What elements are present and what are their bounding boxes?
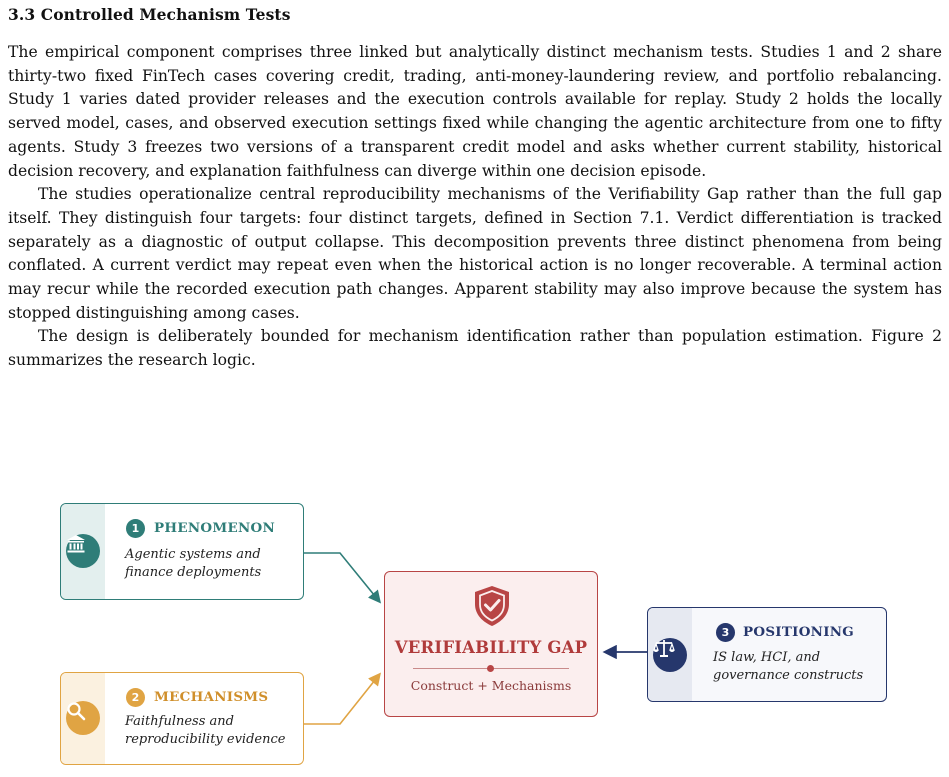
center-subtitle: Construct + Mechanisms [410, 678, 572, 693]
phenomenon-box [60, 503, 304, 600]
paragraph-1: The empirical component comprises three linked but analytically distinct mechanism tests. Studies 1 and 2 share thirty-two fixed FinTech cases covering credit, trading, anti-money-laundering review, and portfolio rebalancing. Study 1 varies dated provider releases and the execution controls available for replay. Study 2 holds the locally served model, cases, and observed execution settings fixed while changing the agentic architecture from one to fifty agents. Study 3 freezes two versions of a transparent credit model and asks whether current stability, historical decision recovery, and explanation faithfulness can diverge within one decision episode. [8, 43, 942, 180]
paragraph-3: The design is deliberately bounded for mechanism identification rather than population estimation. Figure 2 summarizes the research logic. [8, 327, 942, 370]
phenomenon-number: 1 [126, 519, 145, 538]
mechanisms-description: Faithfulness and reproducibility evidence [125, 714, 286, 747]
positioning-number: 3 [716, 623, 735, 642]
scales-icon [653, 638, 687, 672]
mechanisms-number: 2 [126, 688, 145, 707]
bank-icon [66, 534, 100, 568]
section-heading: 3.3 Controlled Mechanism Tests [8, 5, 291, 24]
center-divider-dot [487, 665, 494, 672]
positioning-box [647, 607, 887, 702]
paragraph-2: The studies operationalize central reproducibility mechanisms of the Verifiability Gap rather than the full gap itself. They distinguish four targets: four distinct targets, defined in Section 7.1. Verdict differentiation is tracked separately as a diagnostic of output collapse. This decomposition prevents three distinct phenomena from being conflated. A current verdict may repeat even when the historical action is no longer recoverable. A terminal action may recur while the recorded execution path changes. Apparent stability may also improve because the system has stopped distinguishing among cases. [8, 185, 942, 322]
body-text [8, 41, 942, 373]
mechanisms-title: MECHANISMS [154, 689, 269, 705]
positioning-title: POSITIONING [743, 624, 855, 640]
center-title: VERIFIABILITY GAP [394, 638, 588, 657]
phenomenon-title: PHENOMENON [154, 520, 276, 536]
mechanisms-box [60, 672, 304, 765]
phenomenon-description: Agentic systems and finance deployments [125, 547, 262, 580]
arrow-phenomenon-to-gap [304, 553, 379, 601]
positioning-description: IS law, HCI, and governance constructs [713, 650, 864, 683]
verifiability-gap-box [384, 571, 598, 717]
magnifier-icon [66, 701, 100, 735]
figure-research-logic [0, 495, 949, 777]
arrow-mechanisms-to-gap [304, 675, 379, 724]
